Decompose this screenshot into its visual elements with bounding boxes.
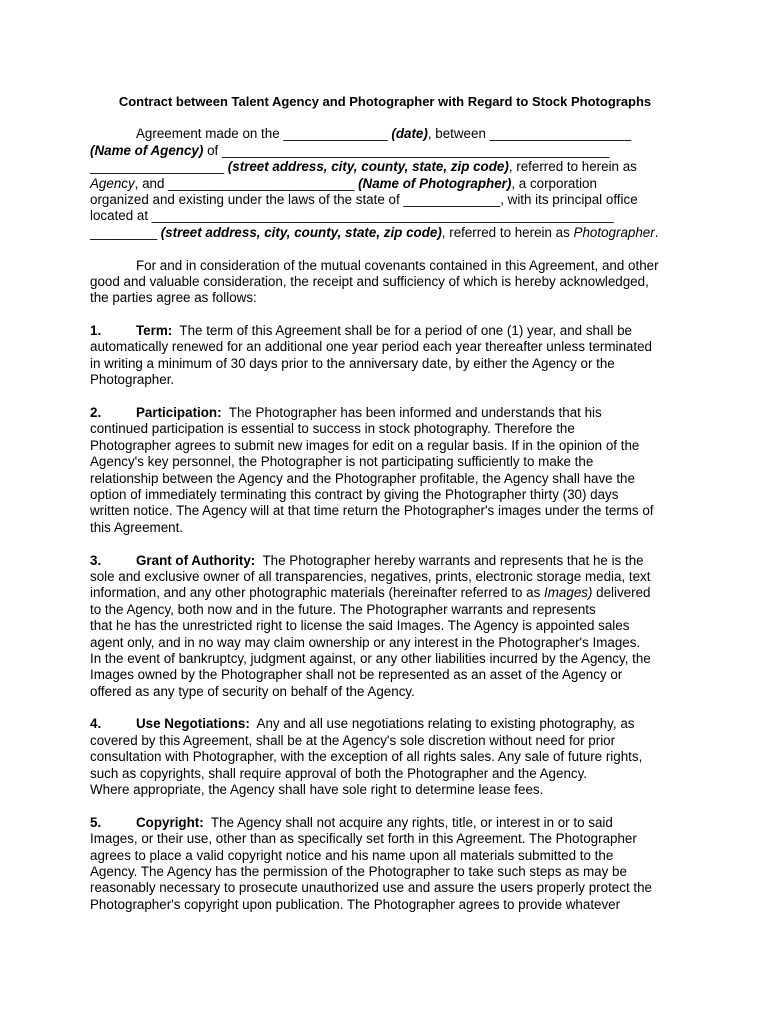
intro-line-4 — [90, 176, 680, 192]
section-line: In the event of bankruptcy, judgment against, or any other liabilities incurred by the Agency, the — [90, 650, 651, 666]
section-text: information, and any other photographic materials (hereinafter referred to as — [90, 585, 545, 601]
section-number: 1. — [90, 323, 102, 339]
section-first-line — [90, 405, 680, 421]
section-line: Photographer's copyright upon publication. The Photographer agrees to provide whatever — [90, 896, 621, 912]
intro-line-2 — [90, 143, 680, 159]
section-line: continued participation is essential to success in stock photography. Therefore the — [90, 421, 575, 437]
paragraph-line: good and valuable consideration, the receipt and sufficiency of which is hereby acknowledged, — [90, 273, 649, 289]
section-line: written notice. The Agency will at that time return the Photographer's images under the terms of — [90, 503, 654, 519]
agency-defined-term: Agency — [90, 175, 135, 191]
section-line: that he has the unrestricted right to license the said Images. The Agency is appointed sales — [90, 618, 630, 634]
document-title: Contract between Talent Agency and Photographer with Regard to Stock Photographs — [118, 94, 652, 109]
document-page — [90, 94, 680, 913]
intro-text: , referred to herein as — [441, 224, 574, 240]
section-line: automatically renewed for an additional one year period each year thereafter unless terminated — [90, 339, 652, 355]
intro-text: _________ — [90, 224, 161, 240]
section-first-line — [90, 815, 680, 831]
section-first-line — [90, 716, 680, 732]
intro-line-6: located at ______________________________________________________________ — [90, 208, 614, 224]
section-line: Agency's key personnel, the Photographer is not participating sufficiently to make the — [90, 454, 594, 470]
section-first-line — [90, 553, 680, 569]
section-line: Images owned by the Photographer shall not be represented as an asset of the Agency or — [90, 667, 623, 683]
section-number: 3. — [90, 552, 102, 568]
section-line — [90, 585, 680, 601]
intro-text: __________________ — [90, 159, 228, 175]
intro-line-5: organized and existing under the laws of the state of _____________, with its principal office — [90, 191, 638, 207]
spacer — [90, 536, 680, 552]
section-line: Photographer. — [90, 372, 175, 388]
section-line: Images, or their use, other than as specifically set forth in this Agreement. The Photographer — [90, 831, 637, 847]
intro-text: Agreement made on the ______________ — [136, 126, 392, 142]
spacer — [90, 307, 680, 323]
intro-line-7 — [90, 225, 680, 241]
section-line: Photographer agrees to submit new images for edit on a regular basis. If in the opinion of the — [90, 437, 640, 453]
consideration-paragraph — [90, 258, 680, 307]
section-line: in writing a minimum of 30 days prior to the anniversary date, by either the Agency or the — [90, 355, 615, 371]
section-copyright — [90, 815, 680, 913]
spacer — [90, 389, 680, 405]
intro-line-3 — [90, 159, 680, 175]
intro-text: of ____________________________________________________ — [203, 142, 610, 158]
section-participation — [90, 405, 680, 536]
intro-line-1 — [90, 126, 680, 142]
section-heading: Grant of Authority: — [136, 552, 256, 568]
images-defined-term: Images) — [544, 585, 593, 601]
intro-text: , a corporation — [511, 175, 597, 191]
spacer — [90, 798, 680, 814]
paragraph-line: the parties agree as follows: — [90, 290, 257, 306]
intro-text: , referred to herein as — [508, 159, 637, 175]
section-number: 5. — [90, 814, 102, 830]
section-line: Agency. The Agency has the permission of the Photographer to take such steps as may be — [90, 863, 627, 879]
section-text: The Photographer hereby warrants and represents that he is the — [262, 552, 644, 568]
section-line: sole and exclusive owner of all transparencies, negatives, prints, electronic storage media, text — [90, 568, 651, 584]
section-text: delivered — [592, 585, 651, 601]
spacer — [90, 241, 680, 257]
section-line: option of immediately terminating this contract by giving the Photographer thirty (30) days — [90, 487, 619, 502]
paragraph-line: For and in consideration of the mutual covenants contained in this Agreement, and other — [136, 257, 659, 273]
intro-text: , and _________________________ — [134, 175, 359, 191]
section-heading: Term: — [136, 323, 173, 339]
section-term — [90, 323, 680, 389]
section-line: reasonably necessary to prosecute unauthorized use and assure the users properly protect the — [90, 880, 652, 896]
section-line: this Agreement. — [90, 519, 184, 535]
section-line: such as copyrights, shall require approval of both the Photographer and the Agency. — [90, 765, 588, 781]
section-text: Any and all use negotiations relating to existing photography, as — [256, 716, 635, 732]
spacer — [90, 700, 680, 716]
photographer-name-placeholder: (Name of Photographer) — [358, 175, 512, 191]
section-heading: Participation: — [136, 405, 222, 421]
section-text: The term of this Agreement shall be for a period of one (1) year, and shall be — [179, 323, 632, 339]
section-number: 2. — [90, 405, 102, 421]
date-placeholder: (date) — [391, 126, 428, 142]
intro-paragraph — [90, 126, 680, 241]
photographer-defined-term: Photographer — [573, 224, 655, 240]
section-grant-of-authority — [90, 553, 680, 701]
section-line: relationship between the Agency and the Photographer profitable, the Agency shall have the — [90, 470, 635, 486]
section-line: consultation with Photographer, with the exception of all rights sales. Any sale of future rights, — [90, 749, 643, 765]
section-line: to the Agency, both now and in the future. The Photographer warrants and represents — [90, 601, 596, 617]
photographer-address-placeholder: (street address, city, county, state, zip code) — [160, 224, 442, 240]
section-use-negotiations — [90, 716, 680, 798]
section-line: Where appropriate, the Agency shall have sole right to determine lease fees. — [90, 782, 544, 798]
section-text: The Agency shall not acquire any rights, title, or interest in or to said — [210, 814, 613, 830]
section-line: agent only, and in no way may claim ownership or any interest in the Photographer's Images. — [90, 634, 641, 650]
section-line: offered as any type of security on behalf of the Agency. — [90, 683, 415, 699]
section-first-line — [90, 323, 680, 339]
section-heading: Use Negotiations: — [136, 716, 250, 732]
section-text: The Photographer has been informed and understands that his — [228, 405, 602, 421]
section-line: covered by this Agreement, shall be at the Agency's sole discretion without need for prior — [90, 732, 616, 748]
section-number: 4. — [90, 716, 102, 732]
section-line: agrees to place a valid copyright notice and his name upon all materials submitted to the — [90, 847, 614, 863]
agency-name-placeholder: (Name of Agency) — [90, 142, 204, 158]
intro-text: . — [654, 224, 659, 240]
intro-text: , between ___________________ — [427, 126, 632, 142]
section-heading: Copyright: — [136, 814, 204, 830]
agency-address-placeholder: (street address, city, county, state, zip code) — [227, 159, 509, 175]
